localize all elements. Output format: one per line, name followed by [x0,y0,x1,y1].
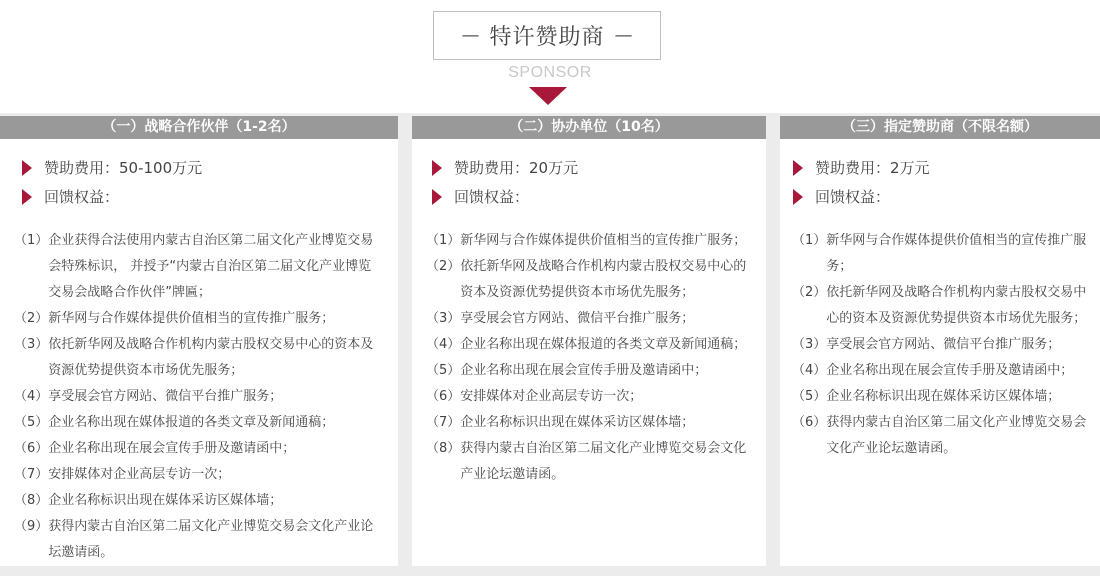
fee-text: 赞助费用：50-100万元 [44,159,203,177]
benefit-list [412,228,766,488]
benefit-number: （2） [14,311,49,326]
triangle-bullet-icon [793,189,803,205]
benefit-number: （3） [792,337,827,352]
triangle-bullet-icon [793,160,803,176]
benefit-text: 享受展会官方网站、微信平台推广服务； [460,311,695,326]
triangle-bullet-icon [22,189,32,205]
benefit-label: 回馈权益： [815,188,891,206]
benefit-label-row [22,182,398,211]
benefit-number: （1） [426,233,461,248]
section-title-box [433,11,661,60]
benefit-text: 获得内蒙古自治区第二届文化产业博览交易会文化产业论坛邀请函。 [48,519,374,560]
benefit-item [426,228,758,254]
benefit-label: 回馈权益： [454,188,530,206]
benefit-item [426,384,758,410]
benefit-text: 安排媒体对企业高层专访一次； [460,389,643,404]
benefit-item [14,514,384,566]
benefit-item [426,436,758,488]
benefit-text: 企业名称出现在媒体报道的各类文章及新闻通稿； [460,337,747,352]
benefit-number: （5） [14,415,49,430]
benefit-item [426,358,758,384]
benefit-number: （1） [14,233,49,248]
benefit-text: 依托新华网及战略合作机构内蒙古股权交易中心的资本及资源优势提供资本市场优先服务； [460,259,747,300]
benefit-item [426,306,758,332]
triangle-bullet-icon [22,160,32,176]
benefit-text: 企业名称出现在展会宣传手册及邀请函中； [826,363,1074,378]
title-dash-left: — [461,25,480,46]
benefit-item [792,410,1094,462]
tier-summary [412,139,766,211]
benefit-item [426,332,758,358]
benefit-number: （3） [14,337,49,352]
triangle-bullet-icon [432,160,442,176]
benefit-text: 企业名称标识出现在媒体采访区媒体墙； [826,389,1061,404]
benefit-text: 享受展会官方网站、微信平台推广服务； [826,337,1061,352]
benefit-text: 依托新华网及战略合作机构内蒙古股权交易中心的资本及资源优势提供资本市场优先服务； [48,337,374,378]
section-subtitle: SPONSOR [508,64,592,81]
benefit-text: 获得内蒙古自治区第二届文化产业博览交易会文化产业论坛邀请函。 [460,441,747,482]
tier-header: （二）协办单位（10名） [412,116,766,139]
benefit-item [14,488,384,514]
benefit-number: （6） [426,389,461,404]
benefit-label-row [432,182,766,211]
benefit-item [426,254,758,306]
tier-summary [0,139,398,211]
benefit-text: 新华网与合作媒体提供价值相当的宣传推广服务； [48,311,335,326]
benefit-number: （7） [14,467,49,482]
benefit-text: 新华网与合作媒体提供价值相当的宣传推广服务； [460,233,747,248]
triangle-bullet-icon [432,189,442,205]
benefit-number: （9） [14,519,49,534]
benefit-text: 新华网与合作媒体提供价值相当的宣传推广服务； [826,233,1087,274]
fee-row [22,153,398,182]
benefit-item [792,228,1094,280]
benefit-item [792,280,1094,332]
fee-row [432,153,766,182]
fee-text: 赞助费用：20万元 [454,159,579,177]
benefit-number: （8） [426,441,461,456]
benefit-item [14,306,384,332]
benefit-number: （2） [426,259,461,274]
benefit-item [14,384,384,410]
benefit-number: （3） [426,311,461,326]
benefit-number: （6） [792,415,827,430]
benefit-text: 企业名称出现在展会宣传手册及邀请函中； [48,441,296,456]
benefit-text: 企业获得合法使用内蒙古自治区第二届文化产业博览交易会特殊标识， 并授予“内蒙古自治区第二届文化产业博览交易会战略合作伙伴”牌匾； [48,233,374,300]
tier-summary [780,139,1100,211]
benefit-item [426,410,758,436]
benefit-item [14,332,384,384]
sponsor-tier-strategic-partner [0,116,398,566]
tier-header: （一）战略合作伙伴（1-2名） [0,116,398,139]
benefit-item [792,332,1094,358]
sponsor-tier-designated-sponsor [780,116,1100,566]
benefit-number: （2） [792,285,827,300]
benefit-text: 安排媒体对企业高层专访一次； [48,467,231,482]
fee-text: 赞助费用：2万元 [815,159,930,177]
benefit-text: 依托新华网及战略合作机构内蒙古股权交易中心的资本及资源优势提供资本市场优先服务； [826,285,1087,326]
benefit-list [780,228,1100,462]
benefit-item [14,436,384,462]
benefit-number: （5） [792,389,827,404]
benefit-number: （8） [14,493,49,508]
benefit-text: 企业名称出现在媒体报道的各类文章及新闻通稿； [48,415,335,430]
title-dash-right: — [614,25,633,46]
fee-row [793,153,1100,182]
benefit-item [14,410,384,436]
benefit-number: （7） [426,415,461,430]
section-title: 特许赞助商 [489,25,605,50]
tier-header: （三）指定赞助商（不限名额） [780,116,1100,139]
benefit-number: （4） [792,363,827,378]
benefit-number: （6） [14,441,49,456]
benefit-item [14,228,384,306]
benefit-list [0,228,398,566]
benefit-text: 企业名称标识出现在媒体采访区媒体墙； [460,415,695,430]
benefit-number: （5） [426,363,461,378]
benefit-number: （4） [426,337,461,352]
benefit-label-row [793,182,1100,211]
benefit-item [14,462,384,488]
benefit-number: （1） [792,233,827,248]
benefit-number: （4） [14,389,49,404]
sponsor-tier-co-organizer [412,116,766,566]
benefit-item [792,358,1094,384]
down-arrow-icon [529,87,567,105]
benefit-text: 获得内蒙古自治区第二届文化产业博览交易会文化产业论坛邀请函。 [826,415,1087,456]
benefit-text: 企业名称出现在展会宣传手册及邀请函中； [460,363,708,378]
benefit-text: 享受展会官方网站、微信平台推广服务； [48,389,283,404]
benefit-item [792,384,1094,410]
benefit-text: 企业名称标识出现在媒体采访区媒体墙； [48,493,283,508]
benefit-label: 回馈权益： [44,188,120,206]
